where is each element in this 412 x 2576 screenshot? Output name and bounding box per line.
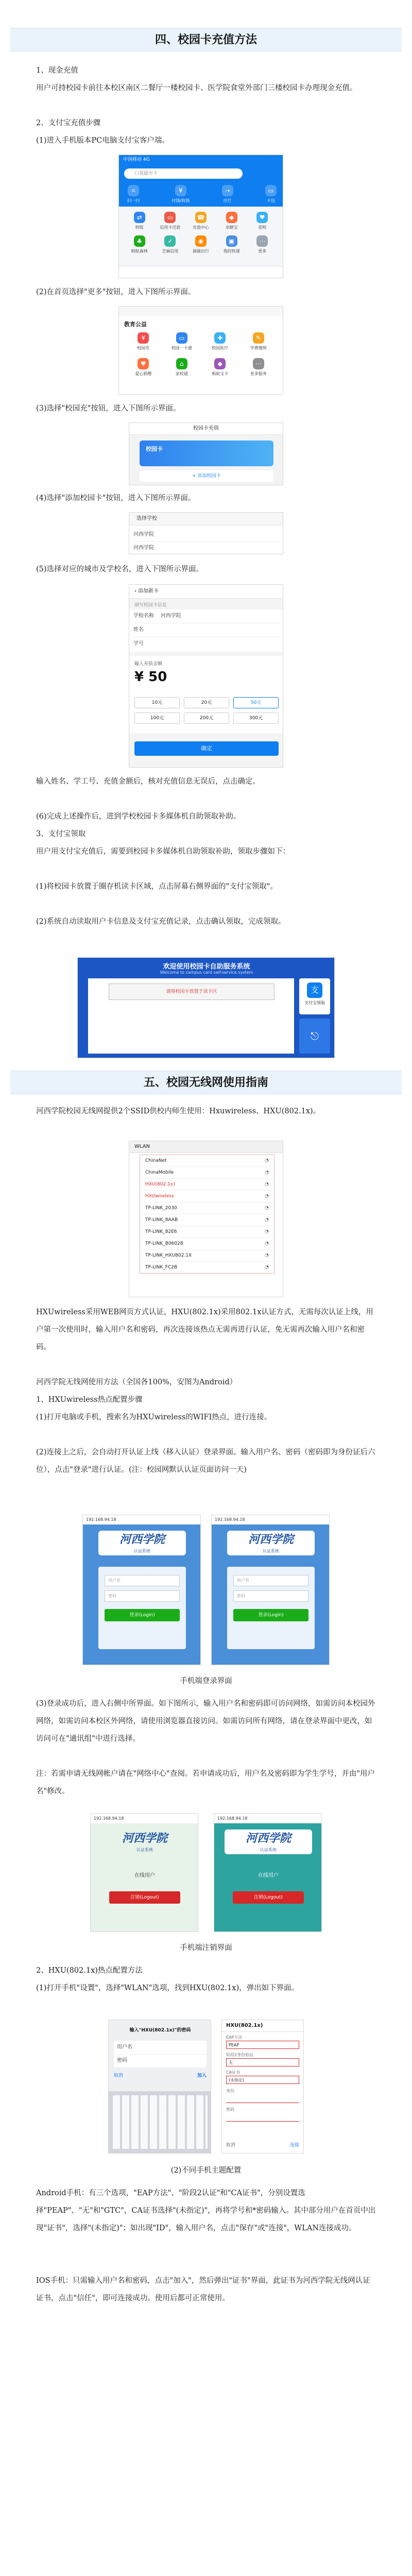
grid-item[interactable]: ✓ 芝麻信用: [155, 235, 186, 254]
wifi-signal-icon: ◔: [265, 1253, 269, 1258]
wifi-signal-icon: ◔: [265, 1241, 269, 1246]
more-services-screenshot: [118, 306, 283, 395]
paragraph: (6)完成上述操作后，进到学校校园卡多媒体机自助领取补助。: [36, 812, 241, 821]
wifi-signal-icon: ◔: [265, 1158, 269, 1163]
school-field[interactable]: 学校名称 河西学院: [133, 609, 280, 623]
alipay-icon: 支: [307, 982, 322, 998]
paragraph: HXUwireless采用WEB网页方式认证，HXU(802.1x)采用802.1x认证方式，无需每次认证上线，用户第一次使用时，输入用户名和密码，再次连接该热点无需再进行认证，免无需再次输入用户名和密码。: [36, 1308, 373, 1351]
paragraph: (1)打开手机"设置"，选择"WLAN"选项，找到HXU(802.1x)，弹出如下界面。: [36, 1984, 299, 1992]
amount-presets: [134, 697, 279, 724]
campus-recharge-button[interactable]: ¥ 校园充: [124, 332, 163, 351]
portal-logo-panel: 河西学院 认证系统: [225, 1829, 312, 1854]
phase2-select[interactable]: 无: [226, 2058, 299, 2066]
ios-credentials: [114, 2041, 207, 2067]
wlan-title: WLAN: [129, 1141, 283, 1153]
wifi-signal-icon: ◔: [265, 1182, 269, 1187]
portal-logo-panel: 河西学院 认证系统: [98, 1531, 186, 1555]
wifi-network-hxuwireless[interactable]: HXUwireless ◔: [140, 1191, 274, 1202]
wifi-network[interactable]: TP-LINK_8AAB ◔: [140, 1214, 274, 1226]
url-bar[interactable]: 192.168.94.18: [214, 1814, 321, 1823]
service-item[interactable]: ⋯ 更多服务: [239, 358, 278, 377]
section4-heading: 四、校园卡充值方法: [10, 28, 402, 52]
alipay-header: [119, 164, 283, 207]
status-bar: 中国移动 4G: [119, 155, 283, 164]
service-item[interactable]: ♥ 爱心捐赠: [124, 358, 163, 377]
name-field[interactable]: 姓名: [133, 623, 280, 637]
ios-dialog-title: 输入"HXU(802.1x)"的密码: [129, 2028, 191, 2033]
grid-item[interactable]: ▣ 我的快递: [216, 235, 247, 254]
bottom-tab-bar: [119, 266, 283, 278]
url-bar[interactable]: 192.168.94.18: [91, 1814, 198, 1823]
wifi-signal-icon: ◔: [265, 1194, 269, 1199]
alipay-home-screenshot: [118, 155, 283, 278]
portal-login-screenshot-left: [82, 1515, 201, 1665]
paragraph: 1、现金充值: [36, 66, 78, 75]
paragraph: 用户用支付宝充值后，需要到校园卡多媒体机自助领取补助，领取步骤如下：: [36, 848, 290, 856]
city-row[interactable]: 河西学院: [133, 528, 279, 542]
screen-title: 校园卡充值: [129, 423, 283, 435]
login-button[interactable]: 登录(Login): [105, 1609, 180, 1621]
paragraph: (4)选择"添加校园卡"按钮，进入下图所示界面。: [36, 494, 196, 502]
amount-preset[interactable]: 100元: [134, 713, 180, 724]
grid-item[interactable]: ◉ 滴滴出行: [185, 235, 216, 254]
services-grid: [124, 332, 278, 377]
cancel-button[interactable]: 取消: [226, 2143, 236, 2148]
figure-caption: 手机端注销界面: [180, 1944, 232, 1952]
form-section: [129, 609, 283, 652]
online-user-label: 在线用户: [134, 1873, 155, 1878]
password-input[interactable]: 密码: [105, 1590, 180, 1602]
screen-title: 选择学校: [129, 513, 283, 526]
section-title: 教育公益: [124, 321, 147, 328]
wifi-signal-icon: ◔: [265, 1170, 269, 1175]
password-input[interactable]: 密码: [233, 1590, 308, 1602]
paragraph: (2)在首页选择"更多"按钮，进入下图所示界面。: [36, 288, 196, 296]
ios-password-field[interactable]: 密码: [117, 2058, 127, 2063]
paragraph: (2)连接上之后，会自动打开认证上线（移入认证）登录界面。输入用户名、密码（密码即为身份证后六位），点击"登录"进行认证。(注：校园网默认认证页面访问一天): [36, 1448, 375, 1474]
shortcut-scan[interactable]: ⌗ 扫一扫: [127, 185, 140, 204]
password-input[interactable]: [226, 2113, 299, 2122]
figure-caption: 手机端登录界面: [180, 1677, 232, 1685]
url-bar[interactable]: 192.168.94.18: [212, 1515, 329, 1524]
back-icon[interactable]: ‹: [134, 588, 139, 594]
service-item[interactable]: ✎ 学费缴纳: [239, 332, 278, 351]
connect-button[interactable]: 连接: [289, 2143, 299, 2148]
kiosk-header: 欢迎使用校园卡自助服务系统: [163, 963, 250, 971]
wifi-network-hxu8021x[interactable]: HXU(802.1x) ◔: [140, 1179, 274, 1191]
paragraph: IOS手机：只需输入用户名和密码，点击"加入"，然后弹出"证书"界面，此证书为河西学院无线网认证证书，点击"信任"，即可连接成功。使用后都可正常使用。: [36, 2277, 370, 2302]
amount-preset[interactable]: 20元: [184, 697, 229, 708]
service-item[interactable]: ✚ 校园医疗: [201, 332, 239, 351]
paragraph: Android手机：有三个选项，"EAP方法"、"阶段2认证"和"CA证书"，分别设置选择"PEAP"、"无"和"GTC"，CA证书选择"(未指定)"，再将学号和*密码输入。其中部分用户在首页中出现"证书"，选择"(未指定)"；如出现"ID"，输入用户名，点击"保存"或"连接"，WLAN连接成功。: [36, 2189, 376, 2232]
amount-input[interactable]: ¥ 50: [134, 669, 167, 685]
wifi-network[interactable]: TP-LINK_HXU802.1X ◔: [140, 1250, 274, 1262]
paragraph: 用户可持校园卡前往本校区南区二餐厅一楼校园卡、医学院食堂外部门三楼校园卡办理现金充值。: [36, 84, 357, 92]
kiosk-warning: 请将校园卡放置于读卡区: [166, 989, 217, 994]
grid-item[interactable]: ♥ 花呗: [247, 212, 278, 230]
login-panel: [98, 1567, 186, 1649]
paragraph: 3、支付宝领取: [36, 830, 86, 838]
android-actions: [226, 2141, 299, 2148]
choose-school-screenshot: [129, 512, 283, 554]
paragraph: 2、支付宝充值步骤: [36, 119, 101, 127]
portal-logout-screenshot-right: [214, 1814, 322, 1932]
portal-logo: 河西学院: [248, 1533, 294, 1546]
service-item[interactable]: ⌂ 家校通: [163, 358, 201, 377]
portal-logo: 河西学院: [245, 1832, 291, 1845]
wifi-signal-icon: ◔: [265, 1265, 269, 1270]
wifi-signal-icon: ◔: [265, 1206, 269, 1211]
confirm-button[interactable]: 确定: [134, 741, 279, 756]
kiosk-screenshot: [77, 957, 335, 1058]
grid-item[interactable]: ⇄ 转账: [124, 212, 155, 230]
amount-section: 输入充值金额 ¥ 50 10元 20元 50元 100元 200元 300元: [129, 656, 283, 733]
eap-method-select[interactable]: PEAP: [226, 2041, 299, 2049]
service-item[interactable]: ▭ 校园一卡通: [163, 332, 201, 351]
ca-cert-select[interactable]: (未指定): [226, 2076, 299, 2084]
paragraph: (1)进入手机版本PC电脑支付宝客户端。: [36, 137, 169, 145]
portal-login-screenshot-right: [211, 1515, 330, 1665]
service-item[interactable]: ◆ 蚂蚁宝卡: [201, 358, 239, 377]
logout-button[interactable]: 注销(Logout): [233, 1891, 304, 1904]
function-grid: [124, 212, 278, 254]
logout-button[interactable]: 注销(Logout): [109, 1891, 180, 1904]
grid-item[interactable]: ▭ 信用卡还款: [155, 212, 186, 230]
figure-caption: (2)不同手机主题配置: [170, 2166, 242, 2175]
kiosk-subheader: Welcome to campus card self-service system: [160, 970, 253, 975]
shortcut-travel[interactable]: ⇢ 出行: [222, 185, 233, 204]
username-input[interactable]: 用户名: [233, 1575, 308, 1586]
grid-item[interactable]: ◆ 余额宝: [216, 212, 247, 230]
paragraph: 河西学院无线网使用方法（全国各100%，安图为Android）: [36, 1378, 237, 1386]
android-dialog-title: HXU(802.1x): [222, 2020, 303, 2032]
exit-button[interactable]: [299, 1019, 330, 1054]
paragraph: (3)选择"校园充"按钮，进入下图所示界面。: [36, 404, 181, 413]
login-button[interactable]: 登录(Login): [233, 1609, 308, 1621]
more-button[interactable]: ⋯ 更多: [247, 235, 278, 254]
username-input[interactable]: 用户名: [105, 1575, 180, 1586]
ios-username-field[interactable]: 用户名: [117, 2041, 203, 2055]
ios-keyboard[interactable]: [109, 2091, 211, 2153]
login-panel: [227, 1567, 315, 1649]
kiosk-dialog: [109, 984, 274, 1000]
wifi-network[interactable]: TP-LINK_B06028 ◔: [140, 1238, 274, 1250]
wifi-network-list: [140, 1155, 274, 1274]
paragraph: 河西学院校园无线网提供2个SSID供校内师生使用：Hxuwireless、HXU(802.1x)。: [36, 1107, 321, 1115]
wifi-network[interactable]: TP-LINK_2030 ◔: [140, 1202, 274, 1214]
exit-icon: ⎋: [311, 1030, 319, 1042]
portal-logo: 河西学院: [119, 1533, 165, 1546]
campus-card-visual: 校园卡: [140, 440, 273, 466]
online-user-label: 在线用户: [258, 1873, 279, 1878]
grid-item[interactable]: ♣ 蚂蚁森林: [124, 235, 155, 254]
alipay-claim-button[interactable]: 支 支付宝领取: [299, 978, 330, 1014]
wifi-network[interactable]: ChinaNet ◔: [140, 1155, 274, 1167]
wifi-signal-icon: ◔: [265, 1217, 269, 1223]
portal-logout-screenshot-left: [90, 1814, 198, 1932]
grid-item[interactable]: ☎ 充值中心: [185, 212, 216, 230]
paragraph: (1)打开电脑或手机，搜索名为HXUwireless的WIFI热点，进行连接。: [36, 1413, 272, 1421]
add-card-screenshot: [129, 584, 283, 768]
identity-input[interactable]: [226, 2094, 299, 2103]
portal-logo-panel: 河西学院 认证系统: [227, 1531, 315, 1555]
portal-logo: 河西学院: [122, 1832, 167, 1845]
search-input[interactable]: 口袋超市卡: [124, 168, 243, 179]
wifi-list-screenshot: [129, 1141, 283, 1297]
wifi-network[interactable]: TP-LINK_82E6 ◔: [140, 1226, 274, 1238]
paragraph: (3)登录成功后，进入右侧中所界面。如下图所示，输入用户名和密码即可访问网络，如需访问本校园外网络，如需访问本校区外网络，请使用浏览器直接访问。如需访问所有网络，请在登录界面中更改，如访问可在"通讯组"中进行选择。: [36, 1700, 375, 1743]
ios-cancel-button[interactable]: 取消: [114, 2073, 124, 2078]
paragraph: (5)选择对应的城市及学校名，进入下图所示界面。: [36, 565, 204, 573]
add-campus-card-button[interactable]: + 添加校园卡: [140, 470, 273, 482]
school-row[interactable]: 河西学院: [133, 545, 154, 551]
wifi-network[interactable]: ChinaMobile ◔: [140, 1167, 274, 1179]
screen-title: ‹ 添加新卡: [129, 585, 283, 599]
top-shortcuts: [127, 185, 277, 204]
ios-actions: [114, 2072, 207, 2078]
amount-preset[interactable]: 200元: [184, 713, 229, 724]
android-eap-screenshot: HXU(802.1x) EAP方法 PEAP 阶段2身份验证 无 CA证书 (未指定) 身份 密码 取消 连接: [221, 2020, 304, 2154]
shortcut-cards[interactable]: ▭ 卡包: [265, 185, 277, 204]
amount-preset[interactable]: 300元: [233, 713, 279, 724]
wifi-network[interactable]: TP-LINK_FC2B ◔: [140, 1262, 274, 1273]
kiosk-content: [88, 978, 294, 1054]
amount-preset-selected[interactable]: 50元: [233, 697, 279, 708]
campus-card-screenshot: [129, 422, 283, 485]
paragraph: 2、HXU(802.1x)热点配置方法: [36, 1967, 143, 1975]
paragraph: (1)将校园卡放置于圈存机读卡区域，点击屏幕右侧界面的"支付宝领取"。: [36, 883, 278, 891]
paragraph: 1、HXUwireless热点配置步骤: [36, 1396, 143, 1404]
ios-join-screenshot: [108, 2020, 211, 2154]
form-subtitle: 填写校园卡信息: [134, 603, 167, 608]
student-id-field[interactable]: 学号: [133, 641, 144, 647]
section5-heading: 五、校园无线网使用指南: [10, 1071, 402, 1094]
portal-logo-panel: 河西学院 认证系统: [101, 1829, 188, 1854]
shortcut-pay[interactable]: ¥ 付钱/收钱: [171, 185, 190, 204]
paragraph: 注：若需申请无线网帐户请在"网络中心"查阅。若申请成功后，用户名及密码即为学生学号，并由"用户名"修改。: [36, 1770, 375, 1795]
ios-join-button[interactable]: 加入: [197, 2073, 207, 2078]
paragraph: 输入姓名、学工号、充值金额后，核对充值信息无误后，点击确定。: [36, 777, 260, 786]
url-bar[interactable]: 192.168.94.18: [83, 1515, 200, 1524]
wifi-signal-icon: ◔: [265, 1229, 269, 1234]
amount-preset[interactable]: 10元: [134, 697, 180, 708]
paragraph: (2)系统自动读取用户卡信息及支付宝充值记录，点击确认领取，完成领取。: [36, 918, 286, 926]
